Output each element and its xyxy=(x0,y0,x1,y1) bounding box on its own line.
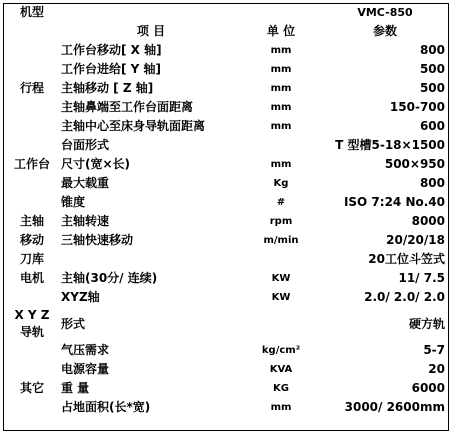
row-item: 形式 xyxy=(61,316,86,331)
table-row xyxy=(3,269,449,288)
table-row xyxy=(3,117,449,136)
table-row xyxy=(3,60,449,79)
row-category: 其它 xyxy=(19,381,44,395)
row-value: 3000/ 2600mm xyxy=(344,400,445,414)
row-value: 11/ 7.5 xyxy=(398,271,445,285)
row-value: 6000 xyxy=(411,381,445,395)
table-row xyxy=(3,41,449,60)
row-category: 行程 xyxy=(19,81,44,95)
table-row xyxy=(3,193,449,212)
row-category xyxy=(3,398,61,417)
table-row xyxy=(3,250,449,269)
row-value: ISO 7:24 No.40 xyxy=(343,195,445,209)
row-item: 台面形式 xyxy=(61,138,110,152)
row-category: 刀库 xyxy=(19,252,44,266)
row-unit: mm xyxy=(270,45,292,56)
spec-rows xyxy=(3,41,449,417)
row-value: 2.0/ 2.0/ 2.0 xyxy=(364,290,445,304)
row-item: 气压需求 xyxy=(61,343,110,357)
row-item: 主轴鼻端至工作台面距离 xyxy=(61,100,194,114)
model-row xyxy=(3,3,449,22)
row-value: 20工位斗笠式 xyxy=(368,252,445,266)
row-item: 最大载重 xyxy=(61,176,110,190)
row-item: 主轴中心至床身导轨面距离 xyxy=(61,119,206,133)
row-value: 5-7 xyxy=(423,343,445,357)
spec-table xyxy=(3,3,449,417)
row-unit: KW xyxy=(271,273,291,284)
row-value: 500 xyxy=(419,62,445,76)
row-item xyxy=(61,250,241,269)
table-row xyxy=(3,379,449,398)
row-unit: rpm xyxy=(269,216,293,227)
row-value: 硬方轨 xyxy=(408,316,445,331)
row-item: 电源容量 xyxy=(61,362,110,376)
table-row xyxy=(3,155,449,174)
row-value: 800 xyxy=(419,176,445,190)
table-row xyxy=(3,360,449,379)
row-value: 20/20/18 xyxy=(386,233,445,247)
row-category xyxy=(3,341,61,360)
table-row xyxy=(3,231,449,250)
model-value: VMC-850 xyxy=(357,6,413,19)
model-label: 机型 xyxy=(19,5,44,19)
row-item: 尺寸(宽×长) xyxy=(61,157,131,171)
row-category xyxy=(3,136,61,155)
row-value: 20 xyxy=(428,362,445,376)
table-row xyxy=(3,212,449,231)
row-unit: # xyxy=(276,197,286,208)
row-category xyxy=(3,193,61,212)
row-unit: mm xyxy=(270,402,292,413)
row-unit xyxy=(241,136,321,155)
row-unit: mm xyxy=(270,102,292,113)
row-category: 移动 xyxy=(19,233,44,247)
table-row xyxy=(3,136,449,155)
row-item: 主轴移动 [ Z 轴] xyxy=(61,81,154,95)
row-category xyxy=(3,98,61,117)
row-unit xyxy=(241,250,321,269)
header-item: 项 目 xyxy=(136,24,166,38)
row-unit: Kg xyxy=(273,178,289,189)
row-unit: mm xyxy=(270,121,292,132)
row-item: 主轴转速 xyxy=(61,214,110,228)
row-value: 800 xyxy=(419,43,445,57)
row-category: 工作台 xyxy=(13,157,50,171)
row-value: 600 xyxy=(419,119,445,133)
row-value: 150-700 xyxy=(389,100,445,114)
table-row xyxy=(3,288,449,307)
row-unit: mm xyxy=(270,83,292,94)
row-unit: KVA xyxy=(269,364,293,375)
table-row xyxy=(3,174,449,193)
row-unit xyxy=(241,307,321,341)
row-item: 重 量 xyxy=(61,381,90,395)
row-category: 电机 xyxy=(19,271,44,285)
table-row xyxy=(3,79,449,98)
row-category xyxy=(3,174,61,193)
table-row xyxy=(3,307,449,341)
row-item: XYZ轴 xyxy=(61,290,100,304)
row-unit: mm xyxy=(270,159,292,170)
row-unit: KW xyxy=(271,292,291,303)
header-value: 参数 xyxy=(372,24,397,38)
row-category xyxy=(3,288,61,307)
row-value: 8000 xyxy=(411,214,445,228)
row-category xyxy=(3,41,61,60)
row-category xyxy=(3,360,61,379)
row-value: 500 xyxy=(419,81,445,95)
header-unit: 单 位 xyxy=(266,24,296,38)
row-item: 三轴快速移动 xyxy=(61,233,134,247)
row-item: 工作台进给[ Y 轴] xyxy=(61,62,162,76)
row-value: 500×950 xyxy=(384,157,445,171)
row-item: 锥度 xyxy=(61,195,86,209)
row-unit: kg/cm² xyxy=(261,345,301,356)
row-unit: KG xyxy=(273,383,289,394)
table-row xyxy=(3,398,449,417)
table-row xyxy=(3,341,449,360)
row-value: T 型槽5-18×1500 xyxy=(335,138,445,152)
table-row xyxy=(3,98,449,117)
row-category: X Y Z 导轨 xyxy=(14,308,50,339)
header-row xyxy=(3,22,449,41)
row-item: 占地面积(长*宽) xyxy=(61,400,151,414)
row-category xyxy=(3,60,61,79)
row-item: 工作台移动[ X 轴] xyxy=(61,43,162,57)
row-unit: m/min xyxy=(263,235,299,246)
row-category xyxy=(3,117,61,136)
row-unit: mm xyxy=(270,64,292,75)
row-item: 主轴(30分/ 连续) xyxy=(61,271,158,285)
row-category: 主轴 xyxy=(19,214,44,228)
